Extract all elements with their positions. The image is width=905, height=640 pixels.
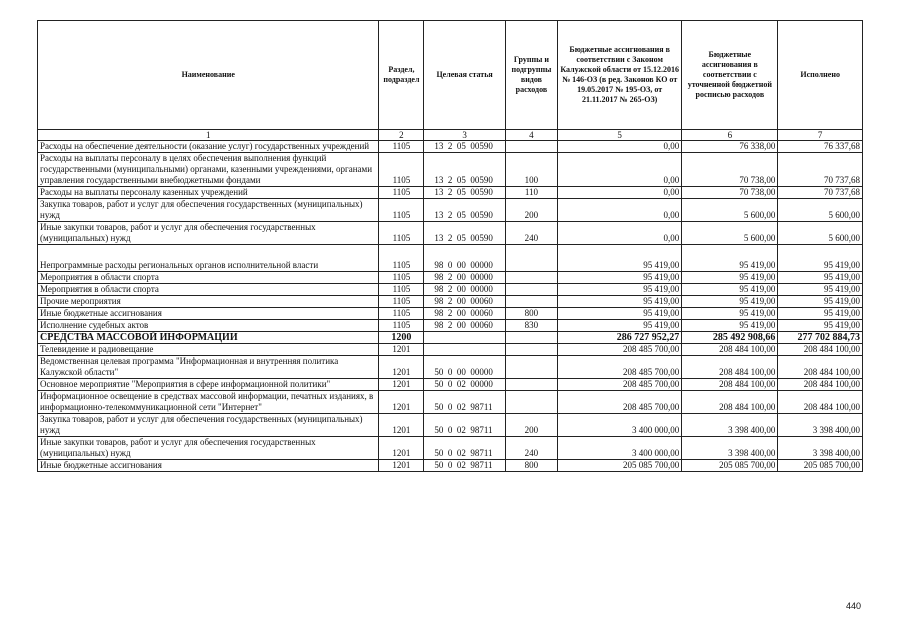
page-number: 440	[846, 601, 862, 611]
row-section: 1201	[379, 460, 424, 472]
row-group: 200	[505, 414, 557, 437]
header-executed: Исполнено	[778, 21, 863, 130]
row-budget-revised: 208 484 100,00	[682, 344, 778, 356]
row-target: 13 2 05 00590	[424, 222, 505, 245]
row-target: 50 0 02 98711	[424, 414, 505, 437]
row-executed: 70 737,68	[778, 187, 863, 199]
row-budget-revised: 70 738,00	[682, 187, 778, 199]
row-name: Расходы на обеспечение деятельности (оказание услуг) государственных учреждений	[38, 141, 379, 153]
row-name: Иные бюджетные ассигнования	[38, 460, 379, 472]
row-budget-revised: 208 484 100,00	[682, 391, 778, 414]
row-name: Прочие мероприятия	[38, 296, 379, 308]
table-row	[38, 141, 863, 153]
row-budget-revised: 5 600,00	[682, 222, 778, 245]
row-group: 200	[505, 199, 557, 222]
row-section: 1201	[379, 391, 424, 414]
column-number: 3	[424, 130, 505, 141]
row-name: Основное мероприятие "Мероприятия в сфере информационной политики"	[38, 379, 379, 391]
row-section: 1201	[379, 356, 424, 379]
row-executed: 5 600,00	[778, 199, 863, 222]
row-budget-law: 286 727 952,27	[558, 332, 682, 344]
row-budget-law: 3 400 000,00	[558, 437, 682, 460]
budget-table-sheet	[37, 20, 863, 472]
row-budget-revised: 95 419,00	[682, 296, 778, 308]
row-target: 98 2 00 00000	[424, 284, 505, 296]
row-executed: 76 337,68	[778, 141, 863, 153]
row-budget-revised: 5 600,00	[682, 199, 778, 222]
row-name: Расходы на выплаты персоналу казенных учреждений	[38, 187, 379, 199]
row-target: 98 2 00 00060	[424, 308, 505, 320]
row-group	[505, 391, 557, 414]
row-budget-law: 205 085 700,00	[558, 460, 682, 472]
budget-table	[37, 20, 863, 472]
column-number: 4	[505, 130, 557, 141]
table-row	[38, 272, 863, 284]
row-target: 13 2 05 00590	[424, 187, 505, 199]
header-budget-law: Бюджетные ассигнования в соответствии с Законом Калужской области от 15.12.2016 № 146-ОЗ (в ред. Законов КО от 19.05.2017 № 195-ОЗ, от 21.11.2017 № 265-ОЗ)	[558, 21, 682, 130]
table-row	[38, 460, 863, 472]
header-section: Раздел, подраздел	[379, 21, 424, 130]
row-executed: 95 419,00	[778, 284, 863, 296]
row-executed: 70 737,68	[778, 153, 863, 187]
row-name: Информационное освещение в средствах массовой информации, печатных изданиях, в информационно-телекоммуникационной сети "Интернет"	[38, 391, 379, 414]
row-budget-law: 95 419,00	[558, 272, 682, 284]
row-budget-revised: 95 419,00	[682, 284, 778, 296]
table-row	[38, 332, 863, 344]
row-name: Непрограммные расходы региональных органов исполнительной власти	[38, 245, 379, 272]
header-group: Группы и подгруппы видов расходов	[505, 21, 557, 130]
table-row	[38, 296, 863, 308]
row-budget-law: 208 485 700,00	[558, 356, 682, 379]
row-group: 110	[505, 187, 557, 199]
row-name: Иные закупки товаров, работ и услуг для обеспечения государственных (муниципальных) нужд	[38, 222, 379, 245]
row-section: 1105	[379, 222, 424, 245]
row-target	[424, 332, 505, 344]
row-group	[505, 141, 557, 153]
row-group: 240	[505, 437, 557, 460]
row-name: Исполнение судебных актов	[38, 320, 379, 332]
row-section: 1105	[379, 199, 424, 222]
table-row	[38, 414, 863, 437]
row-budget-law: 0,00	[558, 199, 682, 222]
table-row	[38, 356, 863, 379]
row-executed: 208 484 100,00	[778, 356, 863, 379]
table-row	[38, 391, 863, 414]
table-row	[38, 284, 863, 296]
row-name: Иные закупки товаров, работ и услуг для обеспечения государственных (муниципальных) нужд	[38, 437, 379, 460]
row-executed: 3 398 400,00	[778, 414, 863, 437]
column-number: 1	[38, 130, 379, 141]
row-budget-law: 0,00	[558, 222, 682, 245]
row-section: 1105	[379, 320, 424, 332]
row-section: 1105	[379, 284, 424, 296]
table-row	[38, 308, 863, 320]
row-group: 800	[505, 308, 557, 320]
row-budget-revised: 3 398 400,00	[682, 437, 778, 460]
row-group	[505, 272, 557, 284]
table-row	[38, 222, 863, 245]
row-budget-law: 208 485 700,00	[558, 379, 682, 391]
row-executed: 95 419,00	[778, 296, 863, 308]
table-body	[38, 141, 863, 472]
row-executed: 95 419,00	[778, 272, 863, 284]
row-target: 50 0 02 98711	[424, 460, 505, 472]
row-executed: 205 085 700,00	[778, 460, 863, 472]
row-executed: 277 702 884,73	[778, 332, 863, 344]
row-section: 1201	[379, 414, 424, 437]
row-budget-law: 95 419,00	[558, 245, 682, 272]
row-target: 98 2 00 00060	[424, 296, 505, 308]
row-executed: 208 484 100,00	[778, 379, 863, 391]
row-section: 1105	[379, 308, 424, 320]
header-target: Целевая статья	[424, 21, 505, 130]
table-row	[38, 379, 863, 391]
row-target	[424, 344, 505, 356]
row-target: 13 2 05 00590	[424, 153, 505, 187]
column-number: 7	[778, 130, 863, 141]
row-budget-revised: 95 419,00	[682, 308, 778, 320]
header-budget-revised: Бюджетные ассигнования в соответствии с уточненной бюджетной росписью расходов	[682, 21, 778, 130]
row-name: Телевидение и радиовещание	[38, 344, 379, 356]
row-section: 1201	[379, 344, 424, 356]
header-row	[38, 21, 863, 130]
row-group: 240	[505, 222, 557, 245]
row-group: 100	[505, 153, 557, 187]
row-budget-law: 208 485 700,00	[558, 391, 682, 414]
row-target: 98 2 00 00060	[424, 320, 505, 332]
row-target: 98 0 00 00000	[424, 245, 505, 272]
row-budget-revised: 70 738,00	[682, 153, 778, 187]
row-budget-revised: 285 492 908,66	[682, 332, 778, 344]
row-executed: 95 419,00	[778, 320, 863, 332]
row-group: 800	[505, 460, 557, 472]
table-row	[38, 187, 863, 199]
row-target: 13 2 05 00590	[424, 141, 505, 153]
row-target: 98 2 00 00000	[424, 272, 505, 284]
row-name: Мероприятия в области спорта	[38, 284, 379, 296]
row-name: СРЕДСТВА МАССОВОЙ ИНФОРМАЦИИ	[38, 332, 379, 344]
header-name: Наименование	[38, 21, 379, 130]
row-target: 13 2 05 00590	[424, 199, 505, 222]
row-group	[505, 284, 557, 296]
row-budget-law: 0,00	[558, 141, 682, 153]
row-executed: 95 419,00	[778, 308, 863, 320]
row-section: 1105	[379, 141, 424, 153]
row-section: 1105	[379, 296, 424, 308]
row-section: 1105	[379, 153, 424, 187]
row-budget-law: 3 400 000,00	[558, 414, 682, 437]
row-name: Иные бюджетные ассигнования	[38, 308, 379, 320]
table-row	[38, 320, 863, 332]
row-executed: 3 398 400,00	[778, 437, 863, 460]
column-number-row	[38, 130, 863, 141]
row-executed: 208 484 100,00	[778, 344, 863, 356]
row-name: Ведомственная целевая программа "Информационная и внутренняя политика Калужской области"	[38, 356, 379, 379]
row-executed: 95 419,00	[778, 245, 863, 272]
row-budget-law: 208 485 700,00	[558, 344, 682, 356]
row-group	[505, 344, 557, 356]
row-group: 830	[505, 320, 557, 332]
row-target: 50 0 00 00000	[424, 356, 505, 379]
row-section: 1201	[379, 379, 424, 391]
table-row	[38, 437, 863, 460]
row-budget-revised: 3 398 400,00	[682, 414, 778, 437]
row-budget-law: 95 419,00	[558, 320, 682, 332]
row-group	[505, 332, 557, 344]
column-number: 5	[558, 130, 682, 141]
row-budget-revised: 95 419,00	[682, 245, 778, 272]
row-section: 1105	[379, 272, 424, 284]
row-budget-revised: 95 419,00	[682, 320, 778, 332]
row-budget-revised: 208 484 100,00	[682, 379, 778, 391]
row-budget-revised: 95 419,00	[682, 272, 778, 284]
row-name: Закупка товаров, работ и услуг для обеспечения государственных (муниципальных) нужд	[38, 414, 379, 437]
row-budget-revised: 205 085 700,00	[682, 460, 778, 472]
table-row	[38, 245, 863, 272]
table-row	[38, 199, 863, 222]
row-group	[505, 356, 557, 379]
row-executed: 208 484 100,00	[778, 391, 863, 414]
row-section: 1105	[379, 187, 424, 199]
row-name: Расходы на выплаты персоналу в целях обеспечения выполнения функций государственными (муниципальными) органами, казенными учреждениями, органами управления государственными внебюджетными фондами	[38, 153, 379, 187]
row-target: 50 0 02 00000	[424, 379, 505, 391]
row-budget-revised: 76 338,00	[682, 141, 778, 153]
row-budget-law: 95 419,00	[558, 308, 682, 320]
row-group	[505, 379, 557, 391]
row-budget-law: 95 419,00	[558, 296, 682, 308]
row-group	[505, 296, 557, 308]
row-target: 50 0 02 98711	[424, 437, 505, 460]
row-budget-law: 0,00	[558, 153, 682, 187]
row-group	[505, 245, 557, 272]
row-section: 1201	[379, 437, 424, 460]
row-section: 1200	[379, 332, 424, 344]
row-executed: 5 600,00	[778, 222, 863, 245]
table-row	[38, 153, 863, 187]
row-budget-revised: 208 484 100,00	[682, 356, 778, 379]
table-row	[38, 344, 863, 356]
row-target: 50 0 02 98711	[424, 391, 505, 414]
row-budget-law: 95 419,00	[558, 284, 682, 296]
row-name: Закупка товаров, работ и услуг для обеспечения государственных (муниципальных) нужд	[38, 199, 379, 222]
row-budget-law: 0,00	[558, 187, 682, 199]
row-name: Мероприятия в области спорта	[38, 272, 379, 284]
column-number: 6	[682, 130, 778, 141]
row-section: 1105	[379, 245, 424, 272]
column-number: 2	[379, 130, 424, 141]
